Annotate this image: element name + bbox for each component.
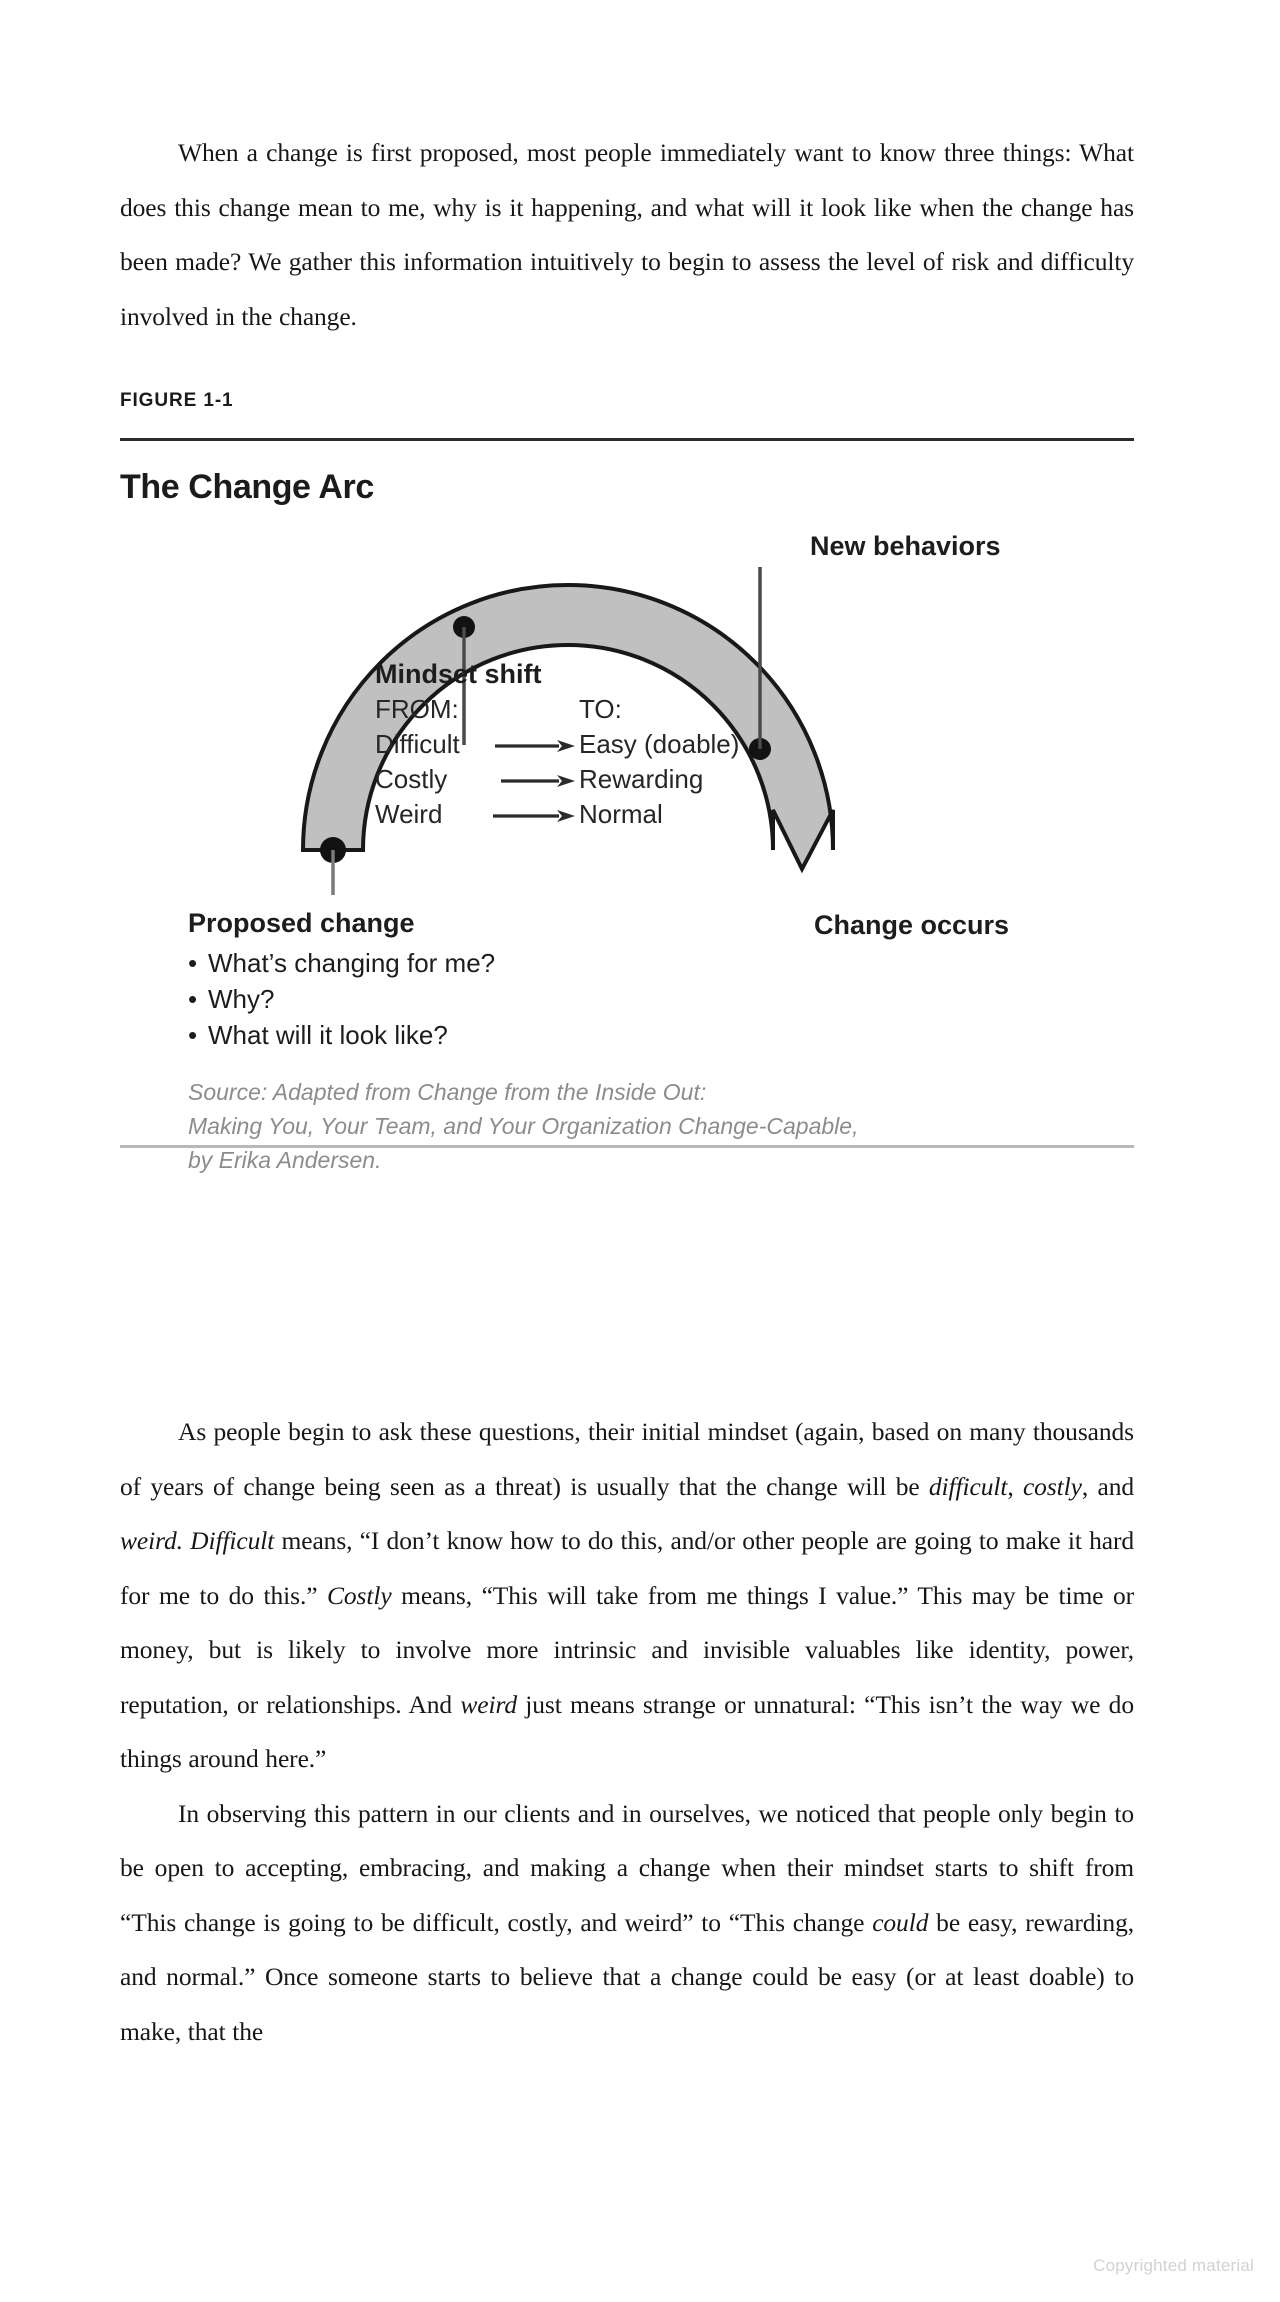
from-value-1: Costly bbox=[375, 764, 448, 794]
to-value-2: Normal bbox=[579, 799, 663, 829]
table-row bbox=[375, 762, 739, 797]
intro-paragraph-block bbox=[120, 126, 1134, 344]
list-item bbox=[188, 1017, 495, 1053]
label-change-occurs: Change occurs bbox=[814, 910, 1010, 940]
source-work-title-line-2: Making You, Your Team, and Your Organization Change-Capable bbox=[188, 1113, 853, 1139]
mindset-shift-table bbox=[375, 692, 739, 832]
emphasis-run: weird. Difficult bbox=[120, 1526, 275, 1555]
figure-title: The Change Arc bbox=[120, 468, 374, 506]
source-prefix: Source: bbox=[188, 1079, 268, 1105]
emphasis-run: could bbox=[872, 1907, 929, 1937]
text-run: As people begin to ask these questions, their initial mindset (again, based on many thousands of years of change being seen as a threat) is usually that the change will be bbox=[120, 1417, 1134, 1501]
text-run: When a change is first proposed, most people immediately want to know three things: What does this change mean to me, why is it happening, and what will it look like when the change has been made? We gather this information intuitively to begin to assess the level of risk and difficulty involved in the change. bbox=[120, 138, 1134, 331]
text-run: means, “I don’t know how to do this, and/or other people are going to make it hard for me to do this.” bbox=[120, 1526, 1134, 1610]
source-line-3 bbox=[188, 1143, 858, 1177]
bullet-icon: • bbox=[188, 984, 198, 1014]
to-value-0: Easy (doable) bbox=[579, 729, 740, 759]
emphasis-run: costly bbox=[1022, 1471, 1082, 1501]
figure-source-note bbox=[188, 1075, 858, 1177]
change-arc-diagram bbox=[120, 517, 1134, 1173]
source-line-2 bbox=[188, 1109, 858, 1143]
from-value-2: Weird bbox=[375, 799, 443, 829]
emphasis-run: Costly bbox=[326, 1580, 392, 1610]
mindset-shift-title: Mindset shift bbox=[375, 659, 542, 689]
to-value-1: Rewarding bbox=[579, 764, 704, 794]
list-item bbox=[188, 981, 495, 1017]
emphasis-run: weird bbox=[460, 1689, 517, 1719]
text-run: means, “This will take from me things I value.” This may be time or money, but is likely to involve more intrinsic and invisible valuables like identity, power, reputation, or relationships. And bbox=[120, 1580, 1134, 1719]
paragraph-observing bbox=[120, 1787, 1134, 2060]
paragraph-mindset bbox=[120, 1405, 1134, 1787]
emphasis-run: difficult bbox=[928, 1471, 1008, 1501]
arrow-right-icon bbox=[493, 774, 577, 788]
arrow-cell-1 bbox=[493, 762, 579, 797]
table-row bbox=[375, 727, 739, 762]
source-author: by Erika Andersen. bbox=[188, 1147, 382, 1173]
bullet-icon: • bbox=[188, 1020, 198, 1050]
arrow-right-icon bbox=[493, 809, 577, 823]
from-value-0: Difficult bbox=[375, 729, 460, 759]
source-adapted-from: Adapted from bbox=[267, 1079, 418, 1105]
list-item-label: What will it look like? bbox=[208, 1020, 448, 1050]
source-line-2-end: , bbox=[852, 1113, 859, 1139]
text-run: be easy, rewarding, and normal.” Once someone starts to believe that a change could be easy (or at least doable) to make, that the bbox=[120, 1907, 1134, 2046]
table-row bbox=[375, 797, 739, 832]
source-line-1 bbox=[188, 1075, 858, 1109]
figure-top-rule bbox=[120, 438, 1134, 441]
text-run: , and bbox=[1081, 1471, 1134, 1501]
list-item bbox=[188, 945, 495, 981]
mindset-shift-annotation bbox=[375, 659, 739, 832]
arrow-cell-0 bbox=[493, 727, 579, 762]
list-item-label: Why? bbox=[208, 984, 275, 1014]
arrow-right-icon bbox=[493, 739, 577, 753]
text-run: , bbox=[1007, 1471, 1023, 1501]
bullet-icon: • bbox=[188, 948, 198, 978]
text-run: In observing this pattern in our clients and in ourselves, we noticed that people only begin to be open to accepting, embracing, and making a change when their mindset starts to shift from “This change is going to be difficult, costly, and weird” to “This change bbox=[120, 1798, 1134, 1937]
table-row-header bbox=[375, 692, 739, 727]
text-run: just means strange or unnatural: “This isn’t the way we do things around here.” bbox=[120, 1689, 1134, 1773]
copyright-notice: Copyrighted material bbox=[1093, 2256, 1254, 2275]
figure-label: FIGURE 1-1 bbox=[120, 390, 234, 411]
proposed-change-questions bbox=[188, 945, 495, 1053]
header-spacer bbox=[493, 692, 579, 727]
from-header: FROM: bbox=[375, 694, 459, 724]
source-work-title-line-1: Change from the Inside Out: bbox=[417, 1079, 707, 1105]
paragraph-intro bbox=[120, 126, 1134, 344]
body-paragraphs-block bbox=[120, 1405, 1134, 2059]
label-proposed-change: Proposed change bbox=[188, 908, 415, 938]
to-header: TO: bbox=[579, 694, 622, 724]
list-item-label: What’s changing for me? bbox=[208, 948, 496, 978]
label-new-behaviors: New behaviors bbox=[810, 531, 1001, 561]
figure-1-1 bbox=[120, 390, 1134, 1173]
arrow-cell-2 bbox=[493, 797, 579, 832]
